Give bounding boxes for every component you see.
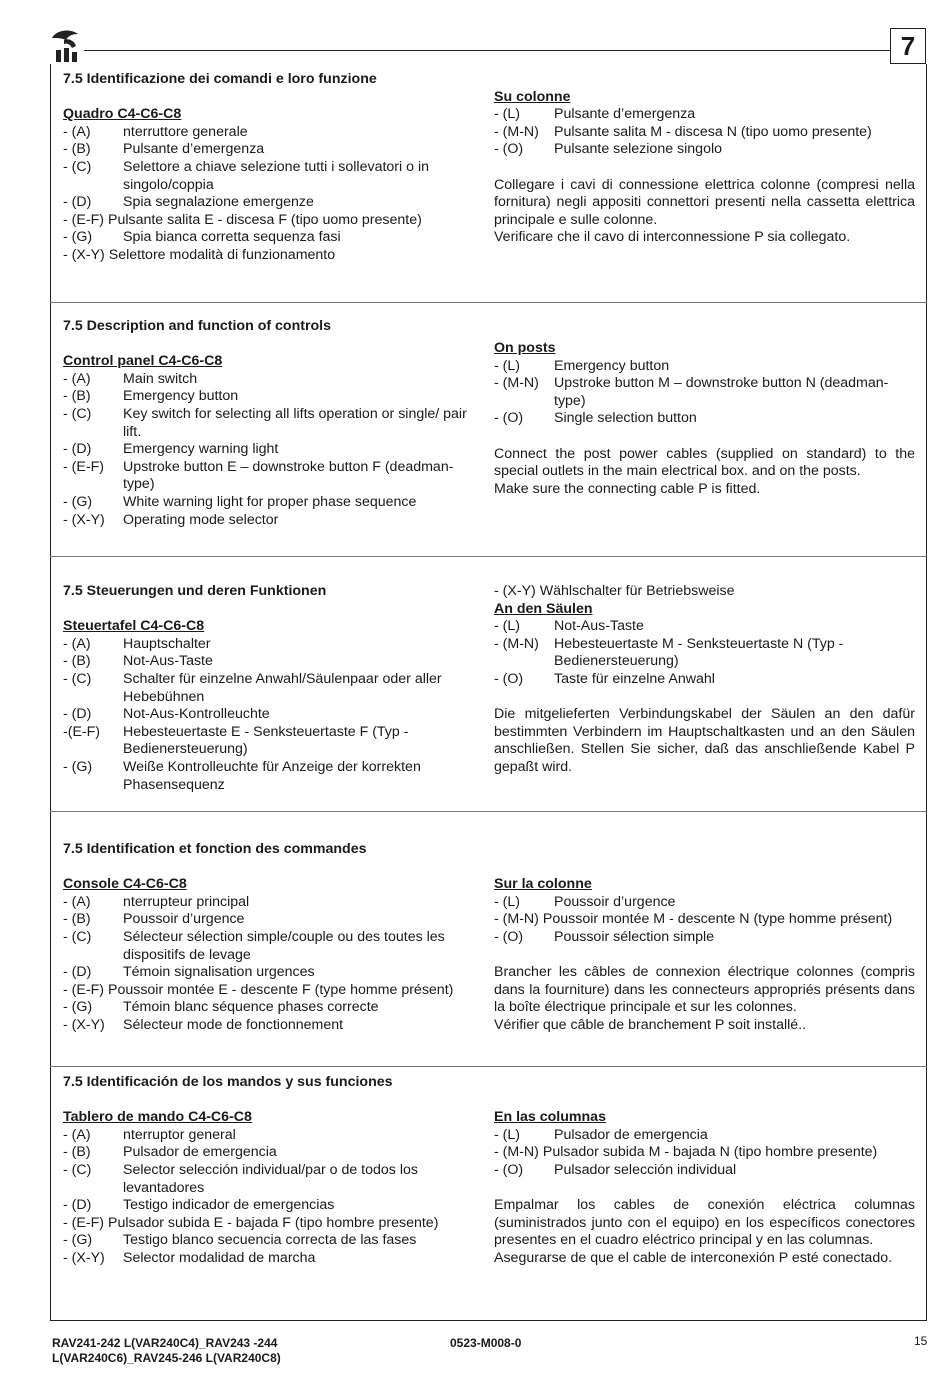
control-code: - (L) — [494, 618, 521, 635]
control-description: Hebesteuertaste E - Senksteuertaste F (Typ - Bedienersteuerung) — [123, 723, 409, 758]
control-code: - (L) — [494, 106, 521, 123]
control-description: Selettore a chiave selezione tutti i sollevatori o in singolo/coppia — [123, 158, 429, 193]
control-description: Testigo indicador de emergencias — [123, 1197, 335, 1214]
posts-heading: En las columnas — [494, 1109, 606, 1125]
control-item — [494, 410, 915, 428]
left-column — [63, 71, 483, 265]
control-item — [63, 759, 483, 794]
control-code: - (B) — [63, 141, 91, 158]
control-item — [63, 459, 483, 494]
control-panel-heading: Steuertafel C4-C6-C8 — [63, 618, 205, 635]
control-item — [63, 141, 483, 159]
control-code: - (G) — [63, 229, 93, 246]
control-description: Not-Aus-Taste — [554, 618, 644, 635]
control-description: Poussoir d’urgence — [123, 911, 245, 928]
control-item — [494, 618, 915, 636]
control-item — [494, 124, 915, 142]
control-code: - (M-N) — [494, 1144, 539, 1161]
control-item — [494, 1144, 915, 1162]
control-item — [63, 964, 483, 982]
control-description: Selector modalidad de marcha — [123, 1249, 316, 1266]
control-code: - (O) — [494, 410, 524, 427]
control-item — [494, 358, 915, 376]
control-item — [494, 894, 915, 912]
right-column — [494, 340, 915, 498]
control-panel-heading: Console C4-C6-C8 — [63, 876, 187, 893]
left-column — [63, 583, 483, 794]
control-code: - (X-Y) — [63, 511, 105, 528]
instruction-paragraph: Die mitgelieferten Verbindungskabel der Säulen an den dafür bestimmten Verbindern im Hauptschaltkasten und an den Säulen anschließen. Stellen Sie sicher, daß das anschließende Kabel P gepaßt wird. — [494, 706, 915, 775]
section-divider — [50, 302, 927, 303]
spacer — [494, 689, 915, 707]
control-description: Key switch for selecting all lifts operation or single/ pair lift. — [123, 405, 467, 440]
instruction-paragraph: Verificare che il cavo di interconnessione P sia collegato. — [494, 229, 851, 246]
control-description: Emergency button — [123, 388, 239, 405]
control-code: - (A) — [63, 123, 91, 140]
control-description: nterruptor general — [123, 1126, 236, 1143]
control-description: Operating mode selector — [123, 511, 279, 528]
frame-left — [50, 64, 51, 1321]
control-description: Spia bianca corretta sequenza fasi — [123, 229, 341, 246]
posts-heading: Su colonne — [494, 88, 571, 105]
control-item — [63, 982, 483, 1000]
control-description: Témoin signalisation urgences — [123, 964, 315, 981]
control-item — [63, 494, 483, 512]
frame-bottom — [50, 1320, 927, 1321]
control-description: Single selection button — [554, 410, 697, 427]
control-code: - (C) — [63, 928, 92, 945]
control-description: Upstroke button M – downstroke button N (deadman-type) — [554, 375, 889, 409]
brand-logo-icon — [48, 26, 86, 64]
left-column — [63, 318, 483, 529]
control-code: - (L) — [494, 1126, 521, 1143]
control-code: - (A) — [63, 893, 91, 910]
control-item — [63, 441, 483, 459]
control-description: Selector selección individual/par o de todos los levantadores — [123, 1161, 418, 1196]
posts-heading: An den Säulen — [494, 600, 593, 617]
control-item — [63, 929, 483, 964]
control-item — [63, 229, 483, 247]
control-description: Main switch — [123, 370, 198, 387]
control-item — [63, 1232, 483, 1250]
control-description: Poussoir montée M - descente N (type homme présent) — [542, 911, 893, 928]
spacer — [494, 946, 915, 964]
control-code: - (M-N) — [494, 123, 539, 140]
right-column — [494, 89, 915, 247]
control-code: - (O) — [494, 141, 524, 158]
control-code: - (D) — [63, 194, 92, 211]
control-code: - (X-Y) — [63, 246, 105, 263]
control-code: - (A) — [63, 1126, 91, 1143]
control-code: - (M-N) — [494, 635, 539, 652]
control-item — [63, 1197, 483, 1215]
control-code: - (D) — [63, 441, 92, 458]
control-code: - (E-F) — [63, 981, 104, 998]
control-code: - (C) — [63, 1161, 92, 1178]
control-item — [63, 1162, 483, 1197]
control-code: - (C) — [63, 670, 92, 687]
control-description: Selettore modalità di funzionamento — [108, 246, 336, 263]
footer-doc-code: 0523-M008-0 — [450, 1336, 522, 1350]
spacer — [63, 336, 483, 354]
control-code: - (G) — [63, 758, 93, 775]
control-code: - (G) — [63, 1232, 93, 1249]
control-description: Pulsador de emergencia — [554, 1126, 708, 1143]
section-title: 7.5 Steuerungen und deren Funktionen — [63, 583, 327, 599]
left-column — [63, 1074, 483, 1268]
control-description: Spia segnalazione emergenze — [123, 194, 314, 211]
control-item — [63, 1127, 483, 1145]
control-item — [63, 999, 483, 1017]
instruction-paragraph: Brancher les câbles de connexion électrique colonnes (compris dans la fourniture) dans les connecteurs appropriés présents dans la boîte électrique principale et sur les colonnes. — [494, 963, 915, 1016]
control-item — [63, 653, 483, 671]
section-title: 7.5 Identificazione dei comandi e loro funzione — [63, 71, 377, 87]
control-item — [63, 512, 483, 530]
control-description: Sélecteur sélection simple/couple ou des toutes les dispositifs de levage — [123, 928, 445, 963]
control-description: Pulsador selección individual — [554, 1161, 737, 1178]
control-panel-heading: Tablero de mando C4-C6-C8 — [63, 1109, 252, 1126]
control-item — [494, 1127, 915, 1145]
section-divider — [50, 1066, 927, 1067]
control-code: - (E-F) — [63, 211, 104, 228]
control-item — [63, 911, 483, 929]
right-column — [494, 583, 915, 777]
control-item — [63, 212, 483, 230]
control-description: Pulsante selezione singolo — [554, 141, 722, 158]
spacer — [63, 1092, 483, 1110]
control-item — [63, 406, 483, 441]
control-code: - (D) — [63, 964, 92, 981]
section-divider — [50, 556, 927, 557]
spacer — [63, 89, 483, 107]
chapter-number-badge: 7 — [890, 28, 926, 64]
control-item — [494, 106, 915, 124]
section-title: 7.5 Identification et fonction des commandes — [63, 841, 367, 857]
control-code: -(E-F) — [63, 723, 101, 740]
instruction-paragraph: Collegare i cavi di connessione elettrica colonne (compresi nella fornitura) negli appositi connettori presenti nella cassetta elettrica principale e sulle colonne. — [494, 176, 915, 228]
control-item — [63, 636, 483, 654]
control-description: Taste für einzelne Anwahl — [554, 670, 715, 687]
control-item — [494, 141, 915, 159]
control-code: - (L) — [494, 893, 521, 910]
control-code: - (X-Y) — [63, 1016, 105, 1033]
control-code: - (O) — [494, 928, 524, 945]
header-rule — [84, 50, 890, 51]
control-description: Poussoir montée E - descente F (type homme présent) — [107, 981, 454, 998]
instruction-paragraph: Make sure the connecting cable P is fitted. — [494, 480, 761, 497]
instruction-paragraph: Connect the post power cables (supplied on standard) to the special outlets in the main electrical box. and on the posts. — [494, 445, 915, 480]
control-item — [494, 929, 915, 947]
spacer — [63, 859, 483, 877]
continued-item: - (X-Y) Wählschalter für Betriebsweise — [494, 583, 735, 599]
footer-model-line: RAV241-242 L(VAR240C4)_RAV243 -244 — [52, 1336, 278, 1350]
control-item — [494, 636, 915, 671]
section-title: 7.5 Description and function of controls — [63, 318, 332, 334]
control-description: nterrupteur principal — [123, 893, 250, 910]
control-code: - (B) — [63, 653, 91, 670]
control-description: Pulsante salita M - discesa N (tipo uomo presente) — [554, 123, 872, 140]
spacer — [494, 159, 915, 177]
section-title: 7.5 Identificación de los mandos y sus funciones — [63, 1074, 393, 1090]
control-code: - (G) — [63, 999, 93, 1016]
footer-model-line: L(VAR240C6)_RAV245-246 L(VAR240C8) — [52, 1351, 281, 1365]
control-code: - (D) — [63, 1197, 92, 1214]
control-code: - (D) — [63, 706, 92, 723]
footer-page-number: 15 — [914, 1334, 928, 1348]
control-code: - (G) — [63, 493, 93, 510]
control-description: Emergency warning light — [123, 441, 279, 458]
control-code: - (C) — [63, 405, 92, 422]
control-code: - (E-F) — [63, 458, 104, 475]
control-description: Not-Aus-Kontrolleuchte — [123, 706, 270, 723]
control-item — [63, 1144, 483, 1162]
control-description: Pulsante salita E - discesa F (tipo uomo presente) — [107, 211, 422, 228]
control-description: Pulsador de emergencia — [123, 1144, 277, 1161]
control-item — [63, 159, 483, 194]
right-column — [494, 1109, 915, 1267]
control-item — [494, 375, 915, 410]
control-item — [63, 194, 483, 212]
control-item — [63, 371, 483, 389]
control-item — [63, 124, 483, 142]
control-description: Hauptschalter — [123, 635, 211, 652]
control-item — [63, 894, 483, 912]
control-code: - (X-Y) — [63, 1249, 105, 1266]
spacer — [494, 428, 915, 446]
control-code: - (M-N) — [494, 375, 539, 392]
control-description: Weiße Kontrolleuchte für Anzeige der korrekten Phasensequenz — [123, 758, 421, 793]
section-divider — [50, 811, 927, 812]
left-column — [63, 841, 483, 1035]
control-item — [63, 671, 483, 706]
control-item — [494, 911, 915, 929]
control-code: - (B) — [63, 1144, 91, 1161]
control-panel-heading: Quadro C4-C6-C8 — [63, 106, 182, 123]
control-item — [63, 724, 483, 759]
control-description: Poussoir sélection simple — [554, 928, 715, 945]
control-code: - (M-N) — [494, 911, 539, 928]
control-code: - (O) — [494, 1161, 524, 1178]
footer-model-codes — [52, 1336, 281, 1366]
control-item — [63, 1215, 483, 1233]
control-item — [63, 247, 483, 265]
control-description: Poussoir d’urgence — [554, 893, 676, 910]
control-description: Testigo blanco secuencia correcta de las fases — [123, 1232, 417, 1249]
control-panel-heading: Control panel C4-C6-C8 — [63, 353, 223, 370]
control-description: nterruttore generale — [123, 123, 248, 140]
control-description: White warning light for proper phase sequence — [123, 493, 417, 510]
control-code: - (L) — [494, 357, 521, 374]
control-code: - (C) — [63, 158, 92, 175]
control-description: Témoin blanc séquence phases correcte — [123, 999, 379, 1016]
posts-heading: On posts — [494, 340, 556, 356]
control-item — [63, 1250, 483, 1268]
control-code: - (A) — [63, 635, 91, 652]
instruction-paragraph: Empalmar los cables de conexión eléctrica columnas (suministrados junto con el equipo) en los específicos conectores presentes en el cuadro eléctrico principal y en las columnas. — [494, 1196, 915, 1249]
control-description: Hebesteuertaste M - Senksteuertaste N (Typ - Bedienersteuerung) — [554, 635, 844, 670]
spacer — [494, 1179, 915, 1197]
control-code: - (O) — [494, 670, 524, 687]
instruction-paragraph: Asegurarse de que el cable de interconexión P esté conectado. — [494, 1249, 893, 1266]
right-column — [494, 876, 915, 1034]
control-item — [63, 1017, 483, 1035]
control-description: Sélecteur mode de fonctionnement — [123, 1016, 344, 1033]
control-description: Not-Aus-Taste — [123, 653, 213, 670]
frame-right — [926, 64, 927, 1321]
instruction-paragraph: Vérifier que câble de branchement P soit installé.. — [494, 1016, 807, 1033]
control-code: - (E-F) — [63, 1214, 104, 1231]
control-code: - (B) — [63, 911, 91, 928]
control-description: Pulsador subida E - bajada F (tipo hombre presente) — [107, 1214, 439, 1231]
control-item — [494, 1162, 915, 1180]
control-code: - (A) — [63, 370, 91, 387]
control-item — [63, 706, 483, 724]
control-description: Schalter für einzelne Anwahl/Säulenpaar oder aller Hebebühnen — [123, 670, 442, 705]
control-item — [63, 388, 483, 406]
control-description: Emergency button — [554, 357, 670, 374]
control-description: Upstroke button E – downstroke button F (deadman-type) — [123, 458, 454, 493]
control-description: Pulsador subida M - bajada N (tipo hombre presente) — [542, 1144, 878, 1161]
spacer — [63, 601, 483, 619]
control-item — [494, 671, 915, 689]
control-code: - (B) — [63, 388, 91, 405]
control-description: Pulsante d’emergenza — [554, 106, 696, 123]
control-description: Pulsante d’emergenza — [123, 141, 265, 158]
posts-heading: Sur la colonne — [494, 876, 592, 892]
